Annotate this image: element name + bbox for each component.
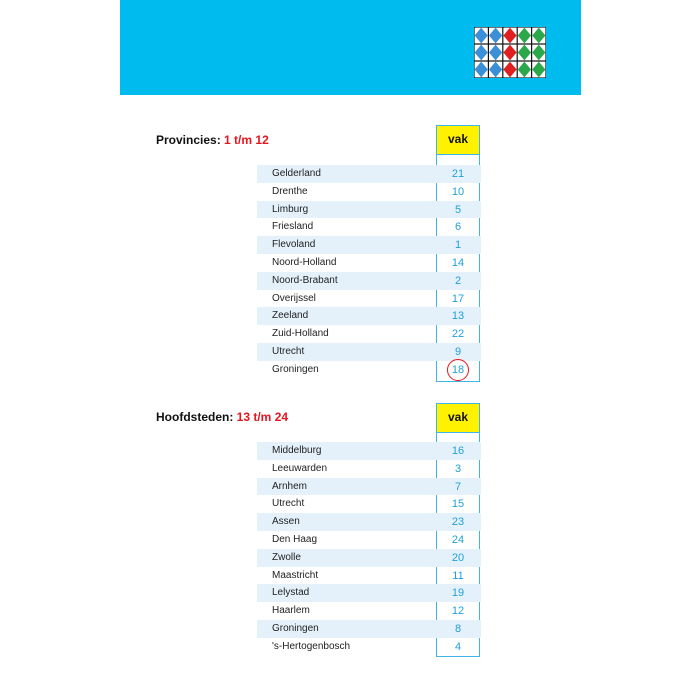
item-name: Zuid-Holland [272, 328, 329, 340]
vak-number: 3 [454, 462, 462, 475]
item-name: Noord-Holland [272, 256, 337, 268]
vak-number: 6 [454, 221, 462, 234]
vak-number: 23 [451, 516, 465, 529]
item-name: Gelderland [272, 168, 321, 179]
vak-number: 2 [454, 274, 462, 287]
item-name: Haarlem [272, 605, 310, 617]
vak-number: 11 [452, 569, 464, 582]
provincies-vak-header: vak [436, 125, 480, 155]
item-name: Flevoland [272, 239, 316, 251]
hoofdsteden-title: Hoofdsteden: [156, 410, 234, 424]
vak-number: 19 [451, 587, 465, 600]
vak-number: 1 [454, 239, 462, 252]
item-name: Noord-Brabant [272, 274, 338, 286]
vak-number: 5 [454, 203, 462, 216]
item-name: Zeeland [272, 310, 309, 322]
worksheet-page [120, 0, 581, 700]
vak-number: 15 [451, 498, 465, 511]
item-name: Overijssel [272, 292, 316, 304]
item-name: Lelystad [272, 587, 310, 599]
item-name: 's-Hertogenbosch [272, 640, 351, 652]
hoofdsteden-range: 13 t/m 24 [236, 410, 289, 424]
item-name: Utrecht [272, 345, 305, 357]
vak-number: 16 [451, 445, 465, 457]
vak-number: 14 [451, 257, 465, 269]
header-banner [120, 0, 581, 95]
vak-number: 22 [451, 328, 465, 341]
vak-number: 4 [454, 640, 462, 653]
hoofdsteden-vak-header: vak [436, 403, 480, 433]
vak-number: 21 [451, 168, 465, 180]
item-name: Groningen [272, 363, 319, 375]
vak-number: 17 [451, 292, 465, 305]
item-name: Leeuwarden [272, 462, 328, 474]
provincies-title: Provincies: [156, 133, 221, 147]
provincies-heading [156, 133, 269, 147]
vak-number: 12 [451, 605, 465, 618]
item-name: Arnhem [272, 480, 308, 492]
vak-number: 8 [454, 623, 462, 635]
provincies-range: 1 t/m 12 [224, 133, 269, 147]
vak-number: 10 [451, 185, 465, 198]
item-name: Middelburg [272, 445, 322, 456]
item-name: Maastricht [272, 569, 319, 581]
puzzle-grid-logo-icon [474, 27, 546, 78]
answer-circle-mark [447, 359, 469, 381]
hoofdsteden-heading [156, 410, 288, 424]
item-name: Utrecht [272, 498, 305, 510]
vak-number: 9 [454, 346, 462, 358]
item-name: Den Haag [272, 533, 318, 545]
item-name: Limburg [272, 203, 309, 215]
item-name: Groningen [272, 622, 319, 634]
item-name: Assen [272, 516, 300, 528]
item-name: Zwolle [272, 551, 301, 563]
vak-number: 13 [451, 310, 465, 323]
item-name: Drenthe [272, 185, 308, 197]
vak-number: 20 [451, 551, 465, 564]
item-name: Friesland [272, 221, 314, 233]
vak-number: 7 [454, 480, 462, 493]
vak-number: 24 [451, 534, 465, 546]
vak-number: 18 [451, 363, 465, 376]
